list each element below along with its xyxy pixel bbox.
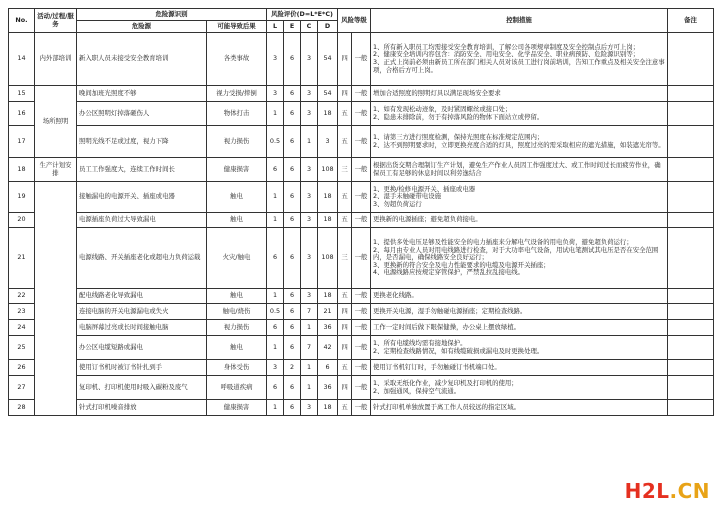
cell-hazard: 使用订书机时被订书针扎到手 [77, 360, 207, 376]
cell-level: 一般 [352, 213, 371, 228]
cell-E: 6 [284, 320, 301, 336]
measure-line: 1、所有新入职员工均需接受安全教育培训，了解公司各项规章制度及安全控制点后方可上岗； [373, 42, 640, 51]
measure-line: 根据出货交期合理制订生产计划，避免生产作业人员因工作强度过大、或工作时间过长而疲劳作业，确保员工有足够的休息时间以利劳逸结合 [373, 160, 661, 177]
cell-E: 2 [284, 360, 301, 376]
cell-no: 23 [9, 304, 35, 320]
cell-D: 108 [318, 228, 338, 289]
col-remark: 备注 [668, 9, 714, 33]
cell-C: 1 [301, 320, 318, 336]
cell-level: 一般 [352, 289, 371, 304]
cell-remark [668, 336, 714, 360]
cell-measures [371, 86, 668, 102]
cell-measures [371, 33, 668, 86]
watermark-part2: .CN [669, 479, 710, 503]
measure-line: 3、勿超负荷运行 [373, 199, 422, 208]
cell-hazard: 配电线路老化导致漏电 [77, 289, 207, 304]
table-row [9, 86, 714, 102]
cell-E: 6 [284, 376, 301, 400]
cell-no: 16 [9, 102, 35, 126]
cell-E: 6 [284, 228, 301, 289]
cell-remark [668, 304, 714, 320]
cell-remark [668, 126, 714, 158]
col-eval-group: 风险评价(D=L*E*C) [267, 9, 338, 21]
cell-L: 6 [267, 320, 284, 336]
cell-C: 3 [301, 289, 318, 304]
cell-C: 3 [301, 158, 318, 182]
cell-D: 18 [318, 182, 338, 213]
cell-level: 一般 [352, 336, 371, 360]
cell-no: 22 [9, 289, 35, 304]
cell-measures [371, 304, 668, 320]
measure-line: 针式打印机单独放置于离工作人员较远的指定区域。 [373, 402, 520, 411]
cell-D: 108 [318, 158, 338, 182]
measure-line: 2、定期检查线路情况，如有线缆破损或漏电及时更换处理。 [373, 346, 544, 355]
cell-consequence: 健康损害 [207, 158, 267, 182]
cell-level: 一般 [352, 126, 371, 158]
cell-no: 24 [9, 320, 35, 336]
measure-line: 2、加强通风，保持空气流通。 [373, 386, 461, 395]
cell-no: 27 [9, 376, 35, 400]
cell-measures [371, 182, 668, 213]
cell-C: 1 [301, 360, 318, 376]
cell-C: 3 [301, 102, 318, 126]
measure-line: 1、请第三方进行照度检测，保持光照度在标准规定范围内； [373, 132, 544, 141]
cell-C: 3 [301, 213, 318, 228]
cell-L: 6 [267, 376, 284, 400]
cell-grade: 四 [338, 376, 352, 400]
table-row [9, 360, 714, 376]
measure-line: 1、如有发现松动迹象，及时紧固螺丝或接口处； [373, 104, 512, 113]
cell-C: 3 [301, 182, 318, 213]
cell-remark [668, 158, 714, 182]
measure-line: 1、所有电缆线均需有接地保护。 [373, 338, 467, 347]
cell-C: 1 [301, 126, 318, 158]
cell-no: 17 [9, 126, 35, 158]
cell-L: 0.5 [267, 126, 284, 158]
measure-line: 1、更换/检修电源开关、插座或电器 [373, 184, 476, 193]
cell-consequence: 视力损伤 [207, 320, 267, 336]
col-L: L [267, 21, 284, 33]
cell-L: 3 [267, 360, 284, 376]
cell-L: 1 [267, 400, 284, 416]
cell-activity: 生产计划安排 [35, 158, 77, 182]
cell-C: 7 [301, 304, 318, 320]
cell-measures [371, 400, 668, 416]
cell-no: 21 [9, 228, 35, 289]
cell-E: 6 [284, 182, 301, 213]
cell-consequence: 物体打击 [207, 102, 267, 126]
cell-grade: 五 [338, 289, 352, 304]
cell-activity: 场所照明 [35, 86, 77, 158]
cell-C: 3 [301, 86, 318, 102]
measure-line: 1、采取无纸化作业，减少复印机及打印机的使用； [373, 378, 518, 387]
cell-consequence: 各类事故 [207, 33, 267, 86]
table-row [9, 228, 714, 289]
measure-line: 工作一定时间后做下眼保健操，办公桌上摆放绿植。 [373, 322, 520, 331]
cell-grade: 三 [338, 228, 352, 289]
cell-hazard: 电源线路、开关插座老化或超电力负荷运载 [77, 228, 207, 289]
col-hazard: 危险源 [77, 21, 207, 33]
site-watermark-logo [625, 479, 710, 503]
cell-level: 一般 [352, 320, 371, 336]
cell-hazard: 照明光线不足或过度，视力下降 [77, 126, 207, 158]
cell-grade: 四 [338, 304, 352, 320]
cell-D: 54 [318, 33, 338, 86]
cell-level: 一般 [352, 33, 371, 86]
col-D: D [318, 21, 338, 33]
cell-measures [371, 360, 668, 376]
cell-hazard: 员工工作强度大，连续工作时间长 [77, 158, 207, 182]
cell-hazard: 复印机、打印机使用时吸入碳粉及废气 [77, 376, 207, 400]
watermark-part1: H2L [624, 479, 670, 503]
cell-no: 20 [9, 213, 35, 228]
cell-consequence: 触电 [207, 213, 267, 228]
cell-no: 14 [9, 33, 35, 86]
cell-grade: 四 [338, 336, 352, 360]
cell-remark [668, 289, 714, 304]
cell-grade: 四 [338, 320, 352, 336]
cell-E: 6 [284, 158, 301, 182]
cell-consequence: 呼吸道疾病 [207, 376, 267, 400]
measure-line: 2、健康安全培训内容包含：消防安全、用电安全、化学品安全、职业病预防、危险源识别等； [373, 50, 640, 59]
cell-C: 3 [301, 33, 318, 86]
table-row [9, 304, 714, 320]
cell-grade: 三 [338, 158, 352, 182]
cell-level: 一般 [352, 182, 371, 213]
cell-consequence: 触电 [207, 336, 267, 360]
cell-L: 1 [267, 102, 284, 126]
cell-D: 21 [318, 304, 338, 320]
risk-assessment-sheet [8, 8, 713, 416]
table-row [9, 320, 714, 336]
table-row [9, 126, 714, 158]
cell-grade: 四 [338, 86, 352, 102]
cell-no: 26 [9, 360, 35, 376]
measure-line: 2、达不到照明要求时，立即更换亮度合适的灯具，照度过亮的需采取相应的遮光措施，如装遮光帘等。 [373, 140, 665, 149]
cell-E: 6 [284, 336, 301, 360]
cell-consequence: 触电 [207, 289, 267, 304]
table-row [9, 213, 714, 228]
cell-grade: 五 [338, 360, 352, 376]
cell-remark [668, 360, 714, 376]
cell-L: 1 [267, 213, 284, 228]
cell-E: 6 [284, 289, 301, 304]
cell-measures [371, 158, 668, 182]
table-body [9, 33, 714, 416]
cell-level: 一般 [352, 228, 371, 289]
cell-D: 18 [318, 289, 338, 304]
cell-no: 28 [9, 400, 35, 416]
table-row [9, 376, 714, 400]
cell-E: 6 [284, 86, 301, 102]
cell-consequence: 触电 [207, 182, 267, 213]
cell-consequence: 视力损伤 [207, 126, 267, 158]
cell-D: 18 [318, 400, 338, 416]
cell-remark [668, 102, 714, 126]
measure-line: 4、电源线路应按规定穿管保护，严禁乱拉乱接电线。 [373, 268, 525, 277]
table-row [9, 289, 714, 304]
cell-level: 一般 [352, 86, 371, 102]
measure-line: 1、提供多处电压足够及性能安全的电力插座来分解电气设备的用电负荷，避免超负荷运行； [373, 238, 633, 247]
measure-line: 使用订书机钉订时，手勿触碰订书机端口处。 [373, 362, 501, 371]
cell-measures [371, 336, 668, 360]
cell-consequence: 火灾/触电 [207, 228, 267, 289]
cell-no: 25 [9, 336, 35, 360]
measure-line: 更换开关电源，湿手勿触碰电源插座；定期检查线路。 [373, 306, 527, 315]
cell-remark [668, 320, 714, 336]
cell-grade: 五 [338, 182, 352, 213]
cell-E: 6 [284, 33, 301, 86]
cell-level: 一般 [352, 102, 371, 126]
cell-C: 7 [301, 336, 318, 360]
cell-grade: 五 [338, 102, 352, 126]
cell-C: 3 [301, 228, 318, 289]
measure-line: 更换老化线路。 [373, 291, 418, 300]
measure-line: 2、湿手未触碰带电设施 [373, 192, 441, 201]
cell-hazard: 新入职人员未接受安全教育培训 [77, 33, 207, 86]
cell-level: 一般 [352, 376, 371, 400]
measure-line: 2、每月由专业人员对用电线路进行检查，对于大功率电气设备，用试电笔测试其电压是否在安全范围内，是否漏电，确保线路安全良好运行； [373, 245, 659, 262]
cell-level: 一般 [352, 400, 371, 416]
cell-hazard: 办公区电缆短路或漏电 [77, 336, 207, 360]
cell-E: 6 [284, 400, 301, 416]
cell-L: 0.5 [267, 304, 284, 320]
cell-hazard: 针式打印机噪音排放 [77, 400, 207, 416]
cell-remark [668, 400, 714, 416]
cell-no: 18 [9, 158, 35, 182]
cell-measures [371, 289, 668, 304]
table-row [9, 158, 714, 182]
cell-hazard: 接触漏电的电源开关、插座或电器 [77, 182, 207, 213]
cell-D: 36 [318, 320, 338, 336]
cell-grade: 五 [338, 400, 352, 416]
cell-E: 6 [284, 213, 301, 228]
col-control: 控制措施 [371, 9, 668, 33]
col-hazard-group: 危险源识别 [77, 9, 267, 21]
cell-D: 3 [318, 126, 338, 158]
cell-measures [371, 376, 668, 400]
cell-E: 6 [284, 102, 301, 126]
col-no: No. [9, 9, 35, 33]
cell-D: 18 [318, 102, 338, 126]
cell-remark [668, 33, 714, 86]
cell-L: 3 [267, 33, 284, 86]
col-activity: 活动/过程/服务 [35, 9, 77, 33]
table-row [9, 336, 714, 360]
cell-level: 一般 [352, 304, 371, 320]
cell-measures [371, 126, 668, 158]
cell-consequence: 健康损害 [207, 400, 267, 416]
cell-hazard: 连接电脑的开关电源漏电或失火 [77, 304, 207, 320]
cell-consequence: 触电/烧伤 [207, 304, 267, 320]
cell-L: 1 [267, 182, 284, 213]
table-row [9, 33, 714, 86]
cell-consequence: 身体受伤 [207, 360, 267, 376]
cell-E: 6 [284, 126, 301, 158]
cell-remark [668, 376, 714, 400]
cell-hazard: 电脑屏幕过亮或长时间接触电脑 [77, 320, 207, 336]
cell-level: 一般 [352, 158, 371, 182]
measure-line: 3、更换新的符合安全及电力性能要求的电缆及电源开关插座； [373, 260, 550, 269]
table-row [9, 182, 714, 213]
col-C: C [301, 21, 318, 33]
cell-D: 42 [318, 336, 338, 360]
measure-line: 更换新的电源插座；避免超负荷接电。 [373, 215, 482, 224]
cell-L: 3 [267, 86, 284, 102]
cell-E: 6 [284, 304, 301, 320]
col-E: E [284, 21, 301, 33]
cell-remark [668, 228, 714, 289]
cell-remark [668, 86, 714, 102]
cell-measures [371, 102, 668, 126]
cell-grade: 四 [338, 33, 352, 86]
cell-measures [371, 213, 668, 228]
cell-C: 1 [301, 376, 318, 400]
cell-hazard: 电源插座负荷过大导致漏电 [77, 213, 207, 228]
cell-D: 36 [318, 376, 338, 400]
cell-L: 6 [267, 228, 284, 289]
cell-hazard: 办公区照明灯掉落砸伤人 [77, 102, 207, 126]
table-row [9, 102, 714, 126]
cell-measures [371, 228, 668, 289]
col-level: 风险等级 [338, 9, 371, 33]
col-consequence: 可能导致后果 [207, 21, 267, 33]
cell-activity: 内外部培训 [35, 33, 77, 86]
cell-activity [35, 182, 77, 416]
measure-line: 增加合适照度的照明灯具以满足现场安全要求 [373, 88, 501, 97]
cell-grade: 五 [338, 213, 352, 228]
cell-L: 1 [267, 289, 284, 304]
cell-no: 15 [9, 86, 35, 102]
cell-hazard: 晚间加班光照度不够 [77, 86, 207, 102]
cell-D: 6 [318, 360, 338, 376]
cell-measures [371, 320, 668, 336]
measure-line: 3、正式上岗前必须由新员工所在部门相关人员对该员工进行岗前培训，告知工作重点及相关安全注意事项，合格后方可上岗。 [373, 58, 665, 74]
cell-consequence: 视力受损/摔倒 [207, 86, 267, 102]
cell-L: 6 [267, 158, 284, 182]
cell-L: 1 [267, 336, 284, 360]
cell-remark [668, 182, 714, 213]
cell-grade: 五 [338, 126, 352, 158]
cell-D: 18 [318, 213, 338, 228]
cell-C: 3 [301, 400, 318, 416]
table-row [9, 400, 714, 416]
cell-D: 54 [318, 86, 338, 102]
measure-line: 2、隐患未排除前，勿于有掉落风险的物体下面站立或停留。 [373, 112, 544, 121]
hazard-table [8, 8, 714, 416]
cell-level: 一般 [352, 360, 371, 376]
cell-remark [668, 213, 714, 228]
cell-no: 19 [9, 182, 35, 213]
